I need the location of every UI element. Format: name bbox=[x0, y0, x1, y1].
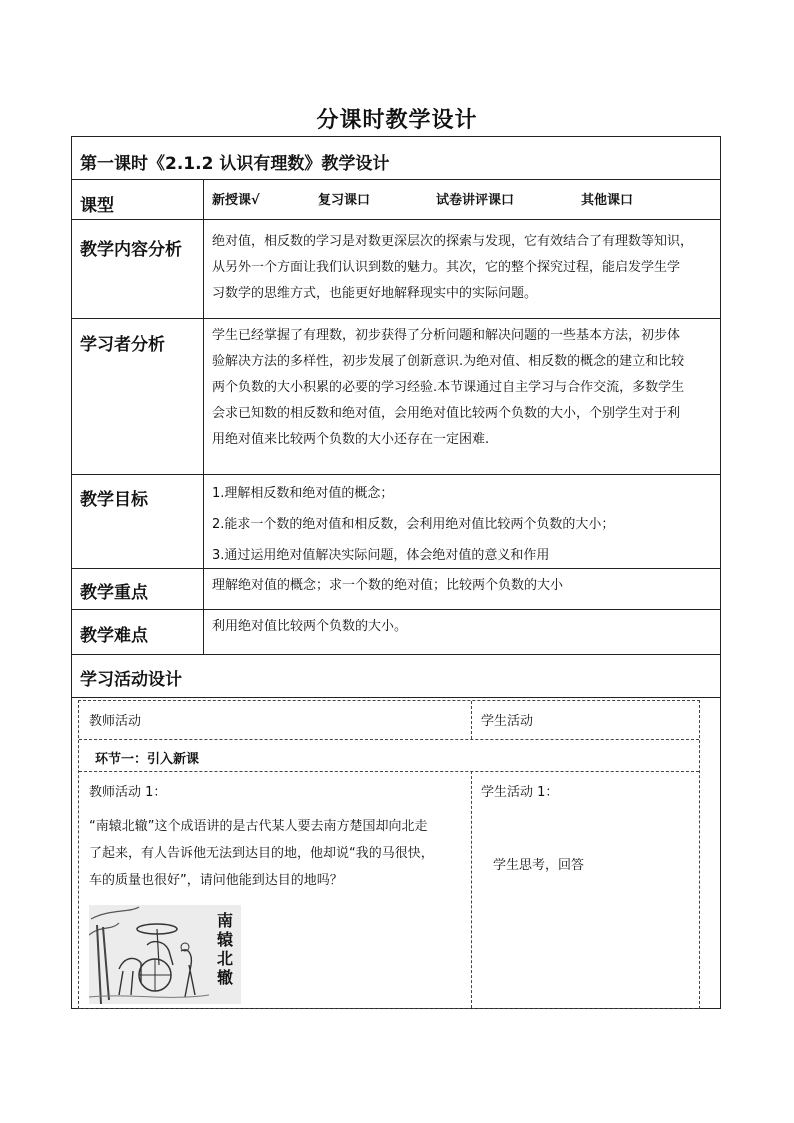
type-option-other[interactable]: 其他课口 bbox=[581, 193, 634, 208]
difficulty-label: 教学难点 bbox=[80, 626, 148, 646]
page-title: 分课时教学设计 bbox=[316, 108, 478, 133]
lesson-title: 第一课时《2.1.2 认识有理数》教学设计 bbox=[80, 154, 390, 174]
goals-label: 教学目标 bbox=[80, 490, 148, 510]
content-analysis-text: 绝对值，相反数的学习是对数更深层次的探索与发现，它有效结合了有理数等知识， 从另外一个方面让我们认识到数的魅力。其次，它的整个探究过程，能启发学生学 习数学的思维方式，也能更好地解释现实中的实际问题。 bbox=[212, 234, 694, 301]
illustration-caption: 南辕北辙 bbox=[216, 911, 233, 987]
difficulty-text: 利用绝对值比较两个负数的大小。 bbox=[212, 619, 408, 634]
student-answer: 学生思考，回答 bbox=[493, 858, 585, 873]
student-activity-header: 学生活动 bbox=[481, 714, 534, 729]
teacher-activity-header: 教师活动 bbox=[89, 714, 142, 729]
student-activity-cell bbox=[472, 771, 701, 1010]
key-points-label: 教学重点 bbox=[80, 583, 148, 603]
learner-analysis-text: 学生已经掌握了有理数，初步获得了分析问题和解决问题的一些基本方法，初步体 验解决方法的多样性，初步发展了创新意识.为绝对值、相反数的概念的建立和比较 两个负数的大小积累的必要的学习经验.本节课通过自主学习与合作交流，多数学生 会求已知数的相反数和绝对值，会用绝对值比较两个负数的大小，个别学生对于利 用绝对值来比较两个负数的大小还存在一定困难. bbox=[212, 328, 685, 447]
nanyuanbeizhe-illustration bbox=[89, 905, 241, 1004]
story-text: “南辕北辙”这个成语讲的是古代某人要去南方楚国却向北走 了起来，有人告诉他无法到达目的地，他却说“我的马很快， 车的质量也很好”，请问他能到达目的地吗？ bbox=[89, 819, 434, 888]
type-option-new[interactable]: 新授课√ bbox=[212, 193, 260, 208]
activity-design-label: 学习活动设计 bbox=[80, 670, 182, 690]
learner-analysis-label: 学习者分析 bbox=[80, 335, 165, 355]
type-options bbox=[212, 189, 633, 208]
activity-table bbox=[78, 700, 700, 1009]
type-label: 课型 bbox=[80, 196, 114, 216]
goals-text: 1.理解相反数和绝对值的概念； 2.能求一个数的绝对值和相反数，会利用绝对值比较两个负数的大小； 3.通过运用绝对值解决实际问题，体会绝对值的意义和作用 bbox=[212, 486, 615, 563]
teacher-activity-cell bbox=[79, 771, 471, 1010]
type-option-exam[interactable]: 试卷讲评课口 bbox=[436, 193, 515, 208]
lesson-design-table bbox=[71, 136, 721, 1009]
type-option-review[interactable]: 复习课口 bbox=[318, 193, 371, 208]
student-activity-1-label: 学生活动 1： bbox=[481, 785, 559, 800]
teacher-activity-1-label: 教师活动 1： bbox=[89, 785, 167, 800]
key-points-text: 理解绝对值的概念；求一个数的绝对值；比较两个负数的大小 bbox=[212, 578, 564, 593]
section-title: 环节一：引入新课 bbox=[95, 752, 200, 767]
content-analysis-label: 教学内容分析 bbox=[80, 240, 182, 260]
